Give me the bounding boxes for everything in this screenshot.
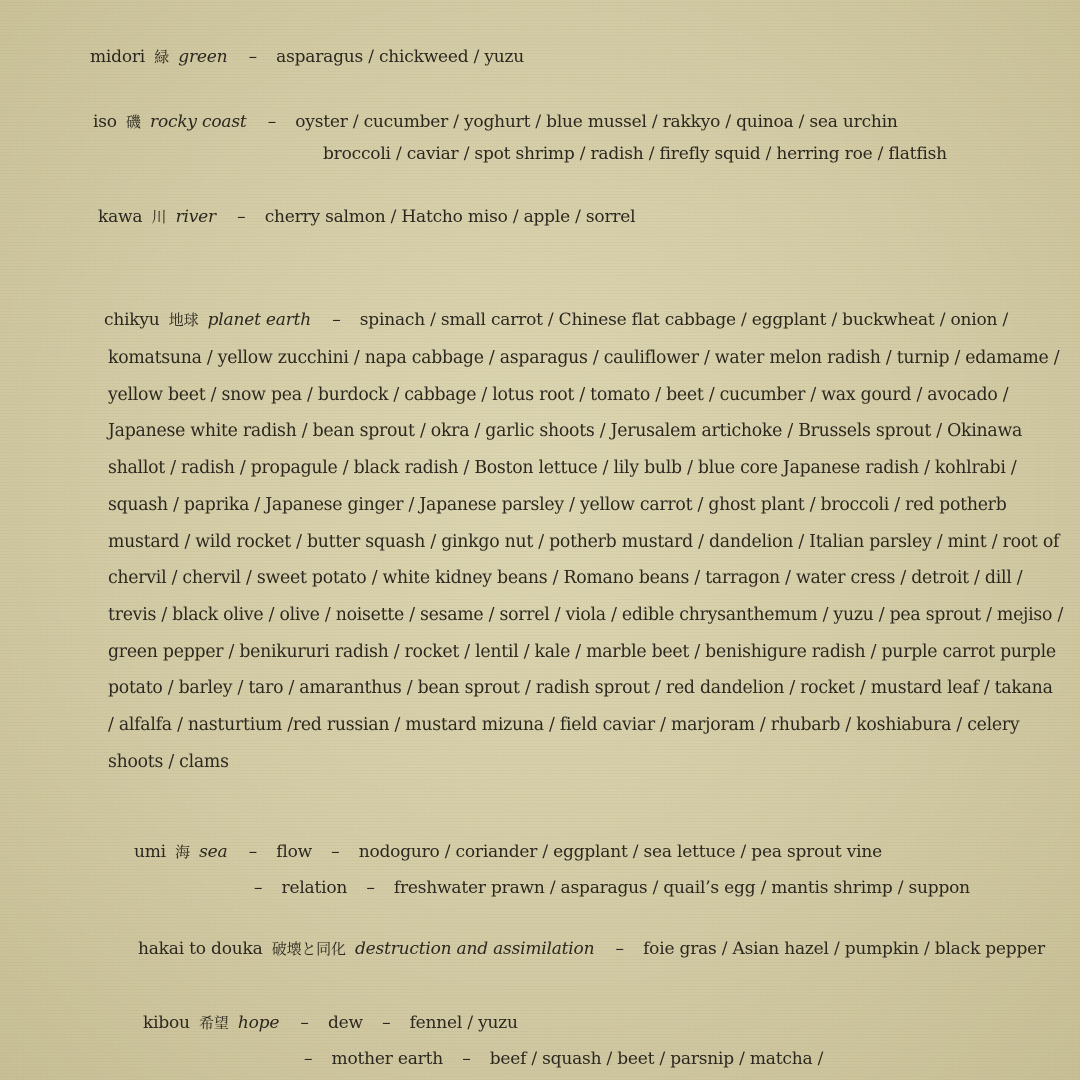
item-line: shoots / clams [108, 751, 229, 772]
section-english: hope [237, 1013, 280, 1033]
section-kibou-mother-earth [290, 1049, 823, 1069]
subsection-items: freshwater prawn / asparagus / quail’s egg / mantis shrimp / suppon [393, 878, 970, 898]
section-english: planet earth [207, 310, 312, 330]
item-line: green pepper / benikururi radish / rocket / lentil / kale / marble beet / benishigure radish / purple carrot purple [108, 641, 1056, 662]
dash: – [254, 878, 263, 898]
section-kanji: 川 [151, 208, 167, 226]
section-kanji: 緑 [154, 48, 170, 66]
dash: – [267, 112, 277, 132]
section-hakai [138, 938, 1045, 959]
dash: – [248, 842, 258, 862]
section-umi-relation [240, 878, 970, 898]
section-romaji: hakai to douka [138, 939, 263, 959]
section-kanji: 海 [175, 843, 190, 861]
section-items: cherry salmon / Hatcho miso / apple / sorrel [264, 207, 636, 227]
section-kawa [98, 206, 635, 227]
section-romaji: chikyu [104, 310, 160, 330]
dash: – [462, 1049, 471, 1069]
section-midori [90, 46, 524, 67]
section-english: green [178, 47, 228, 67]
section-english: sea [199, 842, 228, 862]
section-kanji: 磯 [126, 113, 141, 131]
item-line: potato / barley / taro / amaranthus / bean sprout / radish sprout / red dandelion / rocket / mustard leaf / takana [108, 678, 1053, 699]
dash: – [382, 1013, 391, 1033]
subsection-label: relation [281, 878, 348, 898]
section-kanji: 地球 [168, 311, 199, 329]
dash: – [304, 1049, 313, 1069]
dash: – [300, 1013, 309, 1033]
section-kanji: 破壊と同化 [271, 940, 346, 958]
item-line: trevis / black olive / olive / noisette / sesame / sorrel / viola / edible chrysanthemum / yuzu / pea sprout / mejiso / [108, 604, 1064, 625]
dash: – [366, 878, 375, 898]
item-line: yellow beet / snow pea / burdock / cabbage / lotus root / tomato / beet / cucumber / wax gourd / avocado / [108, 384, 1009, 405]
dash: – [331, 842, 340, 862]
item-line: / alfalfa / nasturtium /red russian / mustard mizuna / field caviar / marjoram / rhubarb / koshiabura / celery [108, 715, 1020, 736]
subsection-items: fennel / yuzu [409, 1013, 518, 1033]
subsection-items: nodoguro / coriander / eggplant / sea lettuce / pea sprout vine [358, 842, 882, 862]
subsection-label: dew [327, 1013, 363, 1033]
section-iso-line2 [323, 144, 947, 164]
section-english: river [175, 207, 216, 227]
section-items: spinach / small carrot / Chinese flat cabbage / eggplant / buckwheat / onion / [359, 310, 1009, 330]
section-romaji: midori [90, 47, 146, 67]
section-items: foie gras / Asian hazel / pumpkin / black pepper [643, 939, 1045, 959]
item-line: chervil / chervil / sweet potato / white kidney beans / Romano beans / tarragon / water cress / detroit / dill / [108, 568, 1023, 589]
section-iso [93, 111, 898, 132]
section-kibou [143, 1012, 518, 1033]
dash: – [332, 310, 341, 330]
subsection-label: flow [276, 842, 312, 862]
section-romaji: iso [93, 112, 117, 132]
section-romaji: kawa [98, 207, 143, 227]
section-chikyu [104, 309, 1008, 330]
section-items: asparagus / chickweed / yuzu [276, 47, 525, 67]
item-line: shallot / radish / propagule / black radish / Boston lettuce / lily bulb / blue core Japanese radish / kohlrabi / [108, 458, 1017, 479]
section-romaji: umi [134, 842, 166, 862]
item-line: mustard / wild rocket / butter squash / ginkgo nut / potherb mustard / dandelion / Italian parsley / mint / root of [108, 531, 1060, 552]
subsection-items: beef / squash / beet / parsnip / matcha / [489, 1049, 824, 1069]
dash: – [237, 207, 246, 227]
section-umi [134, 841, 882, 862]
item-line: squash / paprika / Japanese ginger / Japanese parsley / yellow carrot / ghost plant / broccoli / red potherb [108, 494, 1007, 515]
section-items: oyster / cucumber / yoghurt / blue mussel / rakkyo / quinoa / sea urchin [295, 112, 898, 132]
item-line: komatsuna / yellow zucchini / napa cabbage / asparagus / cauliflower / water melon radish / turnip / edamame / [108, 348, 1060, 368]
section-chikyu-items [108, 340, 1074, 780]
section-kanji: 希望 [199, 1014, 229, 1032]
item-line: Japanese white radish / bean sprout / okra / garlic shoots / Jerusalem artichoke / Brussels sprout / Okinawa [108, 421, 1023, 442]
dash: – [615, 939, 624, 959]
section-items: broccoli / caviar / spot shrimp / radish / firefly squid / herring roe / flatfish [323, 144, 947, 164]
dash: – [248, 47, 257, 67]
section-english: rocky coast [150, 112, 247, 132]
section-english: destruction and assimilation [355, 939, 595, 959]
section-romaji: kibou [143, 1013, 190, 1033]
subsection-label: mother earth [331, 1049, 443, 1069]
